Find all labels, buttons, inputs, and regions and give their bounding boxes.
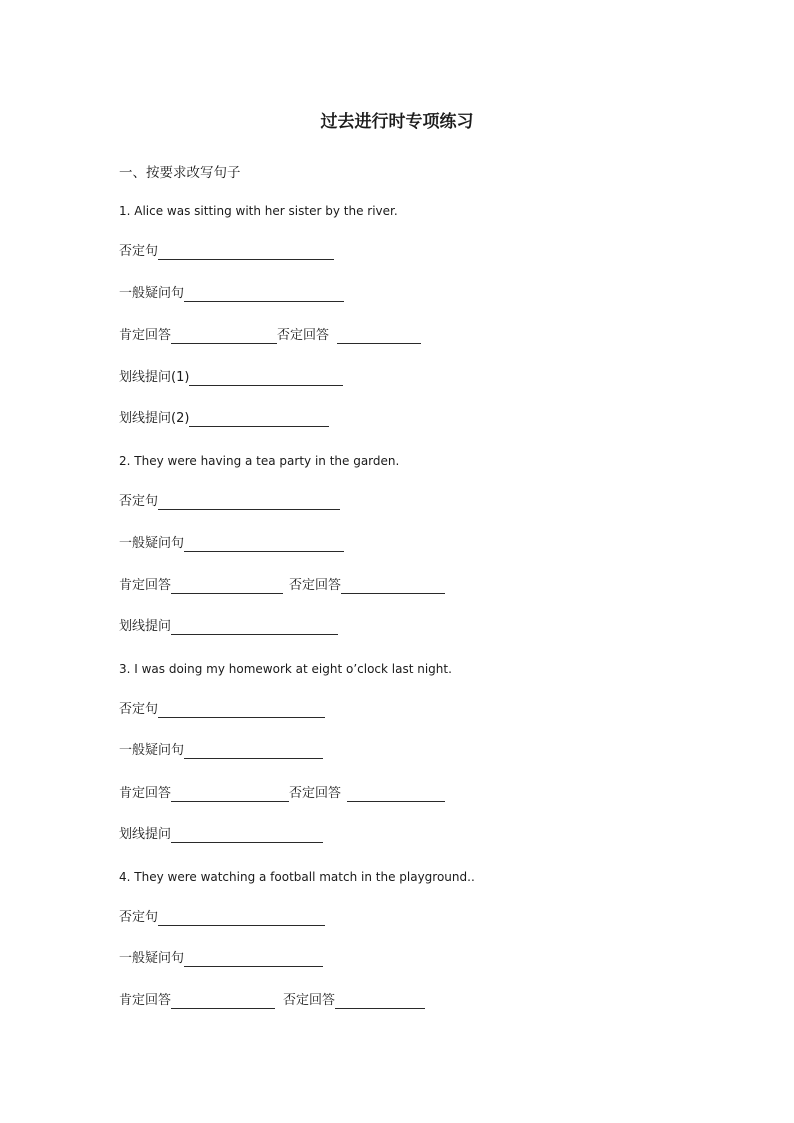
answer-blank[interactable] [184, 288, 344, 302]
item-1-negative-row [119, 244, 334, 260]
answer-blank[interactable] [171, 330, 277, 344]
item-2-question-row [119, 536, 344, 552]
item-4-question-row [119, 951, 323, 967]
answer-blank[interactable] [158, 704, 325, 718]
item-4-negative-row [119, 910, 325, 926]
item-2-sentence: 2. They were having a tea party in the garden. [119, 454, 400, 468]
item-4-sentence: 4. They were watching a football match in the playground.. [119, 870, 475, 884]
wh-question-label: 划线提问 [119, 619, 172, 634]
item-3-wh-row [119, 827, 323, 843]
general-question-label: 一般疑问句 [119, 951, 185, 966]
answer-blank[interactable] [337, 330, 421, 344]
answer-blank[interactable] [158, 496, 340, 510]
wh-question-label: 划线提问 [119, 827, 172, 842]
positive-answer-label: 肯定回答 [119, 578, 172, 593]
section-heading: 一、按要求改写句子 [119, 165, 241, 181]
negative-label: 否定句 [119, 910, 159, 925]
item-3-negative-row [119, 702, 325, 718]
item-3-question-row [119, 743, 323, 759]
general-question-label: 一般疑问句 [119, 536, 185, 551]
page-title: 过去进行时专项练习 [320, 112, 474, 132]
item-2-answers-row [119, 578, 445, 594]
item-1-answers-row [119, 328, 421, 344]
negative-label: 否定句 [119, 494, 159, 509]
general-question-label: 一般疑问句 [119, 743, 185, 758]
answer-blank[interactable] [171, 829, 323, 843]
negative-answer-label: 否定回答 [289, 786, 342, 801]
item-1-sentence: 1. Alice was sitting with her sister by the river. [119, 204, 398, 218]
answer-blank[interactable] [171, 788, 289, 802]
answer-blank[interactable] [189, 372, 343, 386]
general-question-label: 一般疑问句 [119, 286, 185, 301]
answer-blank[interactable] [158, 912, 325, 926]
answer-blank[interactable] [189, 413, 329, 427]
wh-question-1-label: 划线提问(1) [119, 370, 190, 385]
negative-answer-label: 否定回答 [283, 993, 336, 1008]
item-2-negative-row [119, 494, 340, 510]
positive-answer-label: 肯定回答 [119, 328, 172, 343]
positive-answer-label: 肯定回答 [119, 786, 172, 801]
answer-blank[interactable] [335, 995, 425, 1009]
answer-blank[interactable] [171, 995, 275, 1009]
item-1-question-row [119, 286, 344, 302]
answer-blank[interactable] [171, 621, 338, 635]
negative-label: 否定句 [119, 244, 159, 259]
item-1-wh2-row [119, 411, 329, 427]
negative-answer-label: 否定回答 [289, 578, 342, 593]
item-3-sentence: 3. I was doing my homework at eight o’clock last night. [119, 662, 452, 676]
answer-blank[interactable] [184, 745, 323, 759]
item-3-answers-row [119, 786, 445, 802]
negative-answer-label: 否定回答 [277, 328, 330, 343]
answer-blank[interactable] [347, 788, 445, 802]
answer-blank[interactable] [158, 246, 334, 260]
item-2-wh-row [119, 619, 338, 635]
answer-blank[interactable] [184, 538, 344, 552]
answer-blank[interactable] [171, 580, 283, 594]
negative-label: 否定句 [119, 702, 159, 717]
answer-blank[interactable] [184, 953, 323, 967]
item-4-answers-row [119, 993, 425, 1009]
wh-question-2-label: 划线提问(2) [119, 411, 190, 426]
positive-answer-label: 肯定回答 [119, 993, 172, 1008]
answer-blank[interactable] [341, 580, 445, 594]
item-1-wh1-row [119, 370, 343, 386]
